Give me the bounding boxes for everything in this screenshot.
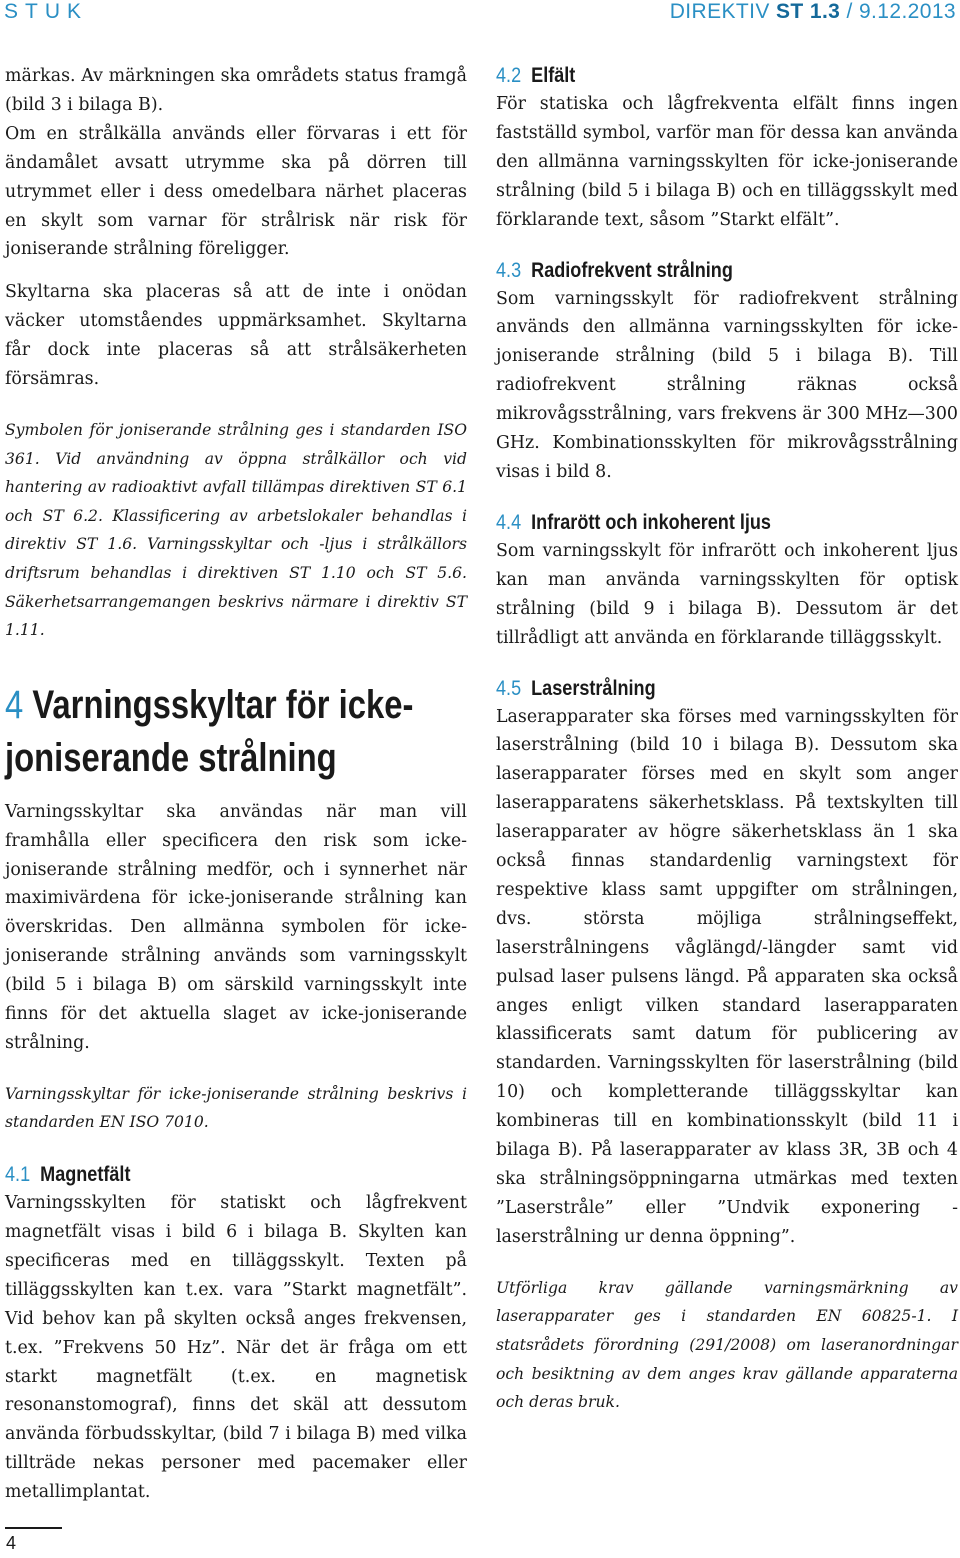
paragraph-radiofrequency: Som varningsskylt för radiofrekvent strålning används den allmänna varningsskylten för icke-joniserande strålning (bild 5 i bilaga B). Till radiofrekvent strålning räknas också mikrovågsstrålning, vars frekvens är 300 MHz—300 GHz. Kombinationsskylten för mikrovågsstrålning visas i bild 8. xyxy=(496,288,958,482)
section-number: 4.1 xyxy=(5,1163,31,1187)
note-iso7010: Varningsskyltar för icke-joniserande strålning beskrivs i standarden EN ISO 7010. xyxy=(5,1084,467,1132)
section-heading-4-5 xyxy=(496,675,893,703)
paragraph-door-sign: Om en strålkälla används eller förvaras i ett för ändamålet avsatt utrymme ska på dörren till utrymmet eller i dess omedelbara närhet placeras en skylt som varnar för strålrisk när risk för joniserande strålning föreligger. xyxy=(5,123,467,260)
page-number: 4 xyxy=(6,1533,17,1553)
note-laser-standards: Utförliga krav gällande varningsmärkning av laserapparater ges i standarden EN 60825-1. I statsrådets förordning (291/2008) om laseranordningar och besiktning av dem anges krav gällande apparaterna och deras bruk. xyxy=(496,1278,958,1412)
section-heading-4-1 xyxy=(5,1161,402,1189)
paragraph-laser: Laserapparater ska förses med varningsskylten för laserstrålning (bild 10 i bilaga B). Dessutom ska laserapparater förses med en skylt som anger laserapparatens säkerhetsklass. På textskylten till laserapparater av högre säkerhetsklass än 1 ska också finnas standardenlig varningstext för respektive klass samt uppgifter om strålningen, dvs. största möjliga strålningseffekt, laserstrålningens våglängd/-längder samt vid pulsad laser pulsens längd. På apparaten ska också anges enligt vilken standard laserapparaten klassificerats samt datum för publicering av standarden. Varningsskylten för laserstrålning (bild 10) och kompletterande tilläggsskyltar kan kombineras till en kombinationsskylt (bild 11 i bilaga B). På laserapparater av klass 3R, 3B och 4 ska strålningsöppningarna utmärkas med texten ”Laserstråle” eller ”Undvik exponering -laserstrålning ur denna öppning”. xyxy=(496,706,958,1247)
footer-rule xyxy=(5,1527,62,1529)
chapter-title-line-2: joniserande strålning xyxy=(5,735,337,780)
directive-code: ST 1.3 xyxy=(776,0,841,23)
publisher-name: STUK xyxy=(4,0,89,23)
note-standards: Symbolen för joniserande strålning ges i standarden ISO 361. Vid användning av öppna strålkällor och vid hantering av radioaktivt avfall tillämpas direktiven ST 6.1 och ST 6.2. Klassificering av arbetslokaler behandlas i direktiv ST 1.6. Varningsskyltar och -ljus i strålkällors driftsrum behandlas i direktiven ST 1.10 och ST 5.6. Säkerhetsarrangemangen beskrivs närmare i direktiv ST 1.11. xyxy=(5,420,467,640)
section-heading-4-4 xyxy=(496,509,893,537)
running-header xyxy=(0,0,960,26)
paragraph-magnetic-field: Varningsskylten för statiskt och lågfrekvent magnetfält visas i bild 6 i bilaga B. Skylten kan specificeras med en tilläggsskylt. Texten på tilläggsskylten kan t.ex. vara ”Starkt magnetfält”. Vid behov kan på skylten också anges frekvensen, t.ex. ”Frekvens 50 Hz”. När det är fråga om ett starkt magnetfält (t.ex. en magnetisk resonanstomograf), finns det skäl att dessutom använda förbudsskyltar, (bild 7 i bilaga B) med vilka tillträde nekas personer med pacemaker eller metallimplantat. xyxy=(5,1193,467,1503)
chapter-heading xyxy=(5,679,467,785)
directive-reference xyxy=(670,0,956,25)
section-title: Laserstrålning xyxy=(531,676,656,700)
section-number: 4.5 xyxy=(496,676,522,700)
section-title: Magnetfält xyxy=(40,1163,131,1187)
section-title: Infrarött och inkoherent ljus xyxy=(531,510,771,534)
section-title: Radiofrekvent strålning xyxy=(531,258,733,282)
directive-date: / 9.12.2013 xyxy=(840,0,956,23)
chapter-number: 4 xyxy=(5,682,24,727)
section-heading-4-3 xyxy=(496,257,893,285)
section-number: 4.3 xyxy=(496,258,522,282)
section-number: 4.2 xyxy=(496,64,522,87)
section-heading-4-2 xyxy=(496,62,893,90)
paragraph-marking: märkas. Av märkningen ska områdets status framgå (bild 3 i bilaga B). xyxy=(5,66,467,115)
directive-prefix: DIREKTIV xyxy=(669,0,776,23)
right-column xyxy=(496,62,958,1417)
section-number: 4.4 xyxy=(496,510,522,534)
paragraph-infrared: Som varningsskylt för infrarött och inkoherent ljus kan man använda varningsskylten för optisk strålning (bild 9 i bilaga B). Dessutom är det tillrådligt att använda en förklarande tilläggsskylt. xyxy=(496,540,958,648)
paragraph-nonionizing-signs: Varningsskyltar ska användas när man vill framhålla eller specificera den risk som icke-joniserande strålning medför, och i synnerhet när maximivärdena för icke-joniserande strålning kan överskridas. Den allmänna symbolen för icke-joniserande strålning används som varningsskylt (bild 5 i bilaga B) om särskild varningsskylt inte finns för det aktuella slaget av icke-joniserande strålning. xyxy=(5,801,467,1053)
paragraph-electric-field: För statiska och lågfrekventa elfält finns ingen fastställd symbol, varför man för dessa kan använda den allmänna varningsskylten för icke-joniserande strålning (bild 5 i bilaga B) och en tilläggsskylt med förklarande text, såsom ”Starkt elfält”. xyxy=(496,94,958,230)
left-column xyxy=(5,62,467,1507)
section-title: Elfält xyxy=(531,64,576,87)
paragraph-sign-placement: Skyltarna ska placeras så att de inte i onödan väcker utomståendes uppmärksamhet. Skyltarna får dock inte placeras så att strålsäkerheten försämras. xyxy=(5,282,467,390)
chapter-title-line-1: Varningsskyltar för icke- xyxy=(32,682,414,727)
